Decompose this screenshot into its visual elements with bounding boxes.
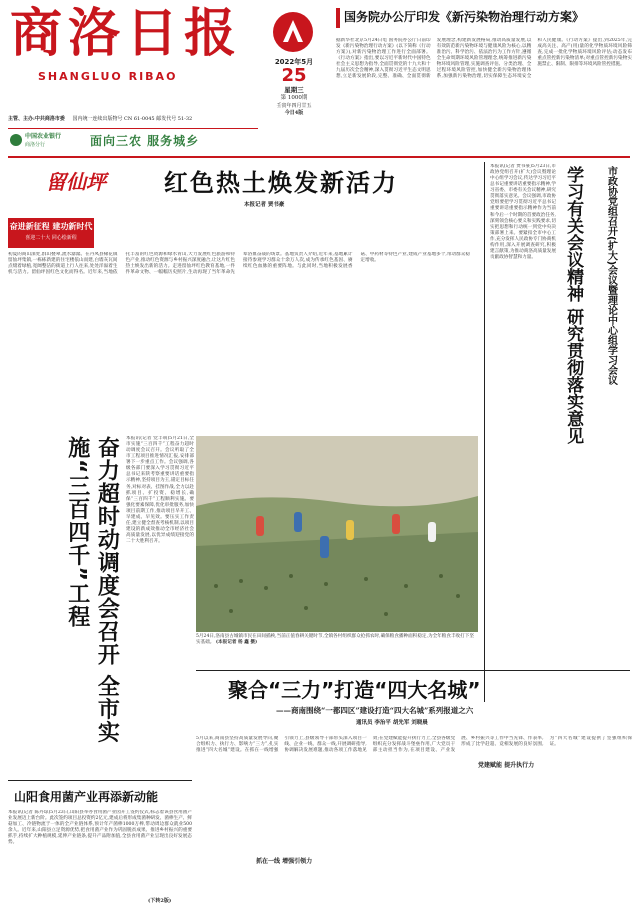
mid-story-headline: 聚合“三力”打造“四大名城” [228,678,481,702]
mid-section-2: 党建赋能 提升执行力 [478,762,535,769]
top-story-body: 据新华社北京5月24日电 国务院办公厅日前印发《新污染物治理行动方案》(以下简称《行动方案》),对新污染物治理工作进行全面部署。《行动方案》指出,要以习近平新时代中国特色社会主义思想为指导,全面贯彻党的十九大和十九届历次全会精神,深入贯彻习近平生态文明思想,立足新发展阶段,完整、准确、全面贯彻新发展理念,构建新发展格局,推动高质量发展,以有效防范新污染物环境与健康风险为核心,以精准治污、科学治污、依法治污为工作方针,遵循全生命周期环境风险管理理念,统筹推进新污染物环境风险管理,实施调查评估、分类治理、全过程环境风险管控,加快健全新污染物治理体系,加强新污染物治理,切实保障生态环境安全和人民健康。《行动方案》提出,到2025年,完成高关注、高产(用)量的化学物质环境风险筛查,完成一批化学物质环境风险评估;动态发布重点管控新污染物清单;对重点管控新污染物实施禁止、限制、限排等环境风险管控措施。 [336,38,632,80]
mid-story-body: 5月以来,商南县坚持高质量发展导向,聚合组织力、执行力、影响力“三力”,扎实推进“四大名城”建设。在抓在一线增强引领力上,县级领导干部带头深入项目一线、企业一线、群众一线,开展调研指导,协调解决发展难题,推动各项工作落地见效;在党建赋能提升执行力上,全县各级党组织充分发挥战斗堡垒作用,广大党员干部主动担当作为,在项目建设、产业发展、乡村振兴等工作中当先锋、作表率,形成了比学赶超、竞相发展的良好氛围,为“四大名城”建设提供了坚强组织保证。 [196,736,632,754]
left-story [8,436,194,770]
newspaper-logo [271,10,315,54]
left-story-headline: 奋力超时动调度会召开 全市实施“三百四千”工程 [64,436,120,744]
logo-emblem-icon [271,10,315,54]
top-story-bar [336,8,340,28]
mid-story [196,676,632,906]
top-story-headline: 国务院办公厅印发《新污染物治理行动方案》 [344,10,585,24]
date-day: 25 [281,64,307,86]
news-photo [196,436,478,632]
right-column-body: 本报讯(记者 贾书豪)5月23日,市政协党组召开(扩大)会议暨理论中心组学习会议,传达学习习近平总书记重要讲话重要指示精神,学习省委、市委有关会议精神,研究贯彻落实意见。会议强调,市政协党组要把学习贯彻习近平总书记重要讲话重要指示精神作为当前和今后一个时期的首要政治任务,深刻领会核心要义和实践要求,切实把思想和行动统一到党中央决策部署上来。要紧扣全市中心工作,充分发挥人民政协专门协商机构作用,深入开展调查研究,积极建言献策,为推动商洛高质量发展贡献政协智慧和力量。 [490,164,556,260]
feature-body: 初夏的商山深处,群山叠翠,流水潺潺。在丹凤县棣花镇留仙坪集镇,一栋栋新建的住宅楼依山而建,白墙灰瓦间点缀着绿植,宽阔整洁的街道上行人往来,处处洋溢着生机与活力。留仙坪因红色文化而得名。近年来,当地依托丰富的红色资源和绿水青山,大力发展红色旅游和特色产业,推动红色资源与乡村振兴深度融合,让这片红色热土焕发出新的活力。走进留仙坪红色教育基地,一件件革命文物、一幅幅历史照片,生动再现了当年革命先辈浴血奋战的场景。基地负责人介绍,近年来,基地累计接待参观学习群众十余万人次,成为传承红色基因、赓续红色血脉的重要阵地。与此同时,当地积极发展香菇、中药材等特色产业,建成产业基地多个,带动群众稳定增收。 [8,252,470,276]
right-column-divider [484,162,485,702]
bank-ad [8,128,258,152]
top-story [336,6,632,154]
right-column-story [490,162,632,702]
feature-label: 留仙坪 [46,170,106,194]
feature-subhead: 奋进新征程 建功新时代 [9,222,93,231]
mid-story-subheadline: ——商南围绕“一都四区”建设打造“四大名城”系列报道之六 [276,706,474,715]
bank-name: 中国农业银行 [25,133,62,140]
masthead-title: 商洛日报 [10,4,243,64]
feature-subhead-box [8,218,94,248]
sponsor-line [8,116,258,122]
issue-number: 第 1000期 [280,94,308,101]
mid-section-1: 抓在一线 增强引领力 [256,858,313,865]
bottom-story [8,786,192,908]
mid-story-top-rule [196,670,630,671]
masthead-pinyin: SHANGLUO RIBAO [38,70,178,83]
page-count: 今日4版 [284,109,304,116]
bottom-story-continued: (下转2版) [148,898,172,904]
feature-headline: 红色热土焕发新活力 [164,169,398,197]
bank-slogan: 面向三农 服务城乡 [90,134,200,148]
mid-story-authors: 通讯员 李治平 胡先军 刘晓晨 [356,720,428,726]
feature-story [8,162,478,430]
sponsor-text: 主管、主办:中共商洛市委 [8,116,65,122]
right-column-subheadline: 学习有关会议精神 研究贯彻落实意见 [563,166,584,444]
bottom-story-body: 本报讯(记者 陈丹琼)5月23日,山阳县举办食用菌产业园开工签约仪式,标志着该县食用菌产业发展迈上新台阶。此次签约项目总投资约2亿元,建成后将形成集菌种研发、菌棒生产、鲜菇加工、冷链物流于一体的全产业链体系,预计年产菌棒1000万棒,带动周边群众就业500余人。近年来,山阳县立足资源优势,把食用菌产业作为巩固脱贫成果、推进乡村振兴的重要抓手,持续扩大种植规模,延伸产业链条,提升产品附加值,全县食用菌产业呈现出良好发展态势。 [8,810,192,846]
bottom-left-top-rule [8,780,192,781]
masthead-divider [8,156,630,158]
cn-number: 国内统一连续出版物号 CN 61-0045 邮发代号 51-32 [72,116,193,122]
bank-logo-icon [10,134,22,146]
feature-subline: 喜迎二十大 同心绘新程 [25,235,77,241]
date-block [256,58,332,116]
right-column-headline: 市政协党组召开(扩大)会议暨理论中心组学习会议 [605,166,617,386]
date-year-month: 2022年5月 [274,58,314,66]
photo-caption [196,634,478,666]
weekday: 星期三 [284,85,304,94]
photo-caption-text: 5月24日,洛南县古城镇市民在田间插秧,当前正值春耕关键时节,全镇各村组织群众抢抓农时,确保粮食播种面积稳定,为全年粮食丰收打下坚实基础。 [196,634,474,646]
rice-field-scene-icon [196,436,478,632]
lunar-info: 壬寅年四月廿五 [276,102,312,109]
photo-credit: (本报记者 杨 鑫 摄) [215,640,258,646]
masthead [8,6,330,154]
feature-byline: 本报记者 贾书豪 [244,202,285,208]
bottom-story-headline: 山阳食用菌产业再添新动能 [14,790,159,804]
left-story-body: 本报讯(记者 党丰萌)5月21日,全市实施“三百四千”工程奋力超时动调度会议召开。会议听取了全市工程项目推进情况汇报,安排部署下一步重点工作。会议强调,各级各部门要深入学习贯彻习近平总书记来陕考察重要讲话重要指示精神,坚持项目为王,锚定目标任务,对标对表、挂图作战,全力以赴抓项目、扩投资、稳增长,确保“三百四千”工程顺利实施。要强化要素保障,优化审批服务,加快项目前期工作,推动项目早开工、早建成、早见效。要压实工作责任,建立健全督查考核机制,以项目建设的新成效推动全市经济社会高质量发展,以优异成绩迎接党的二十大胜利召开。 [126,436,194,545]
bank-branch: 商洛分行 [25,142,46,148]
